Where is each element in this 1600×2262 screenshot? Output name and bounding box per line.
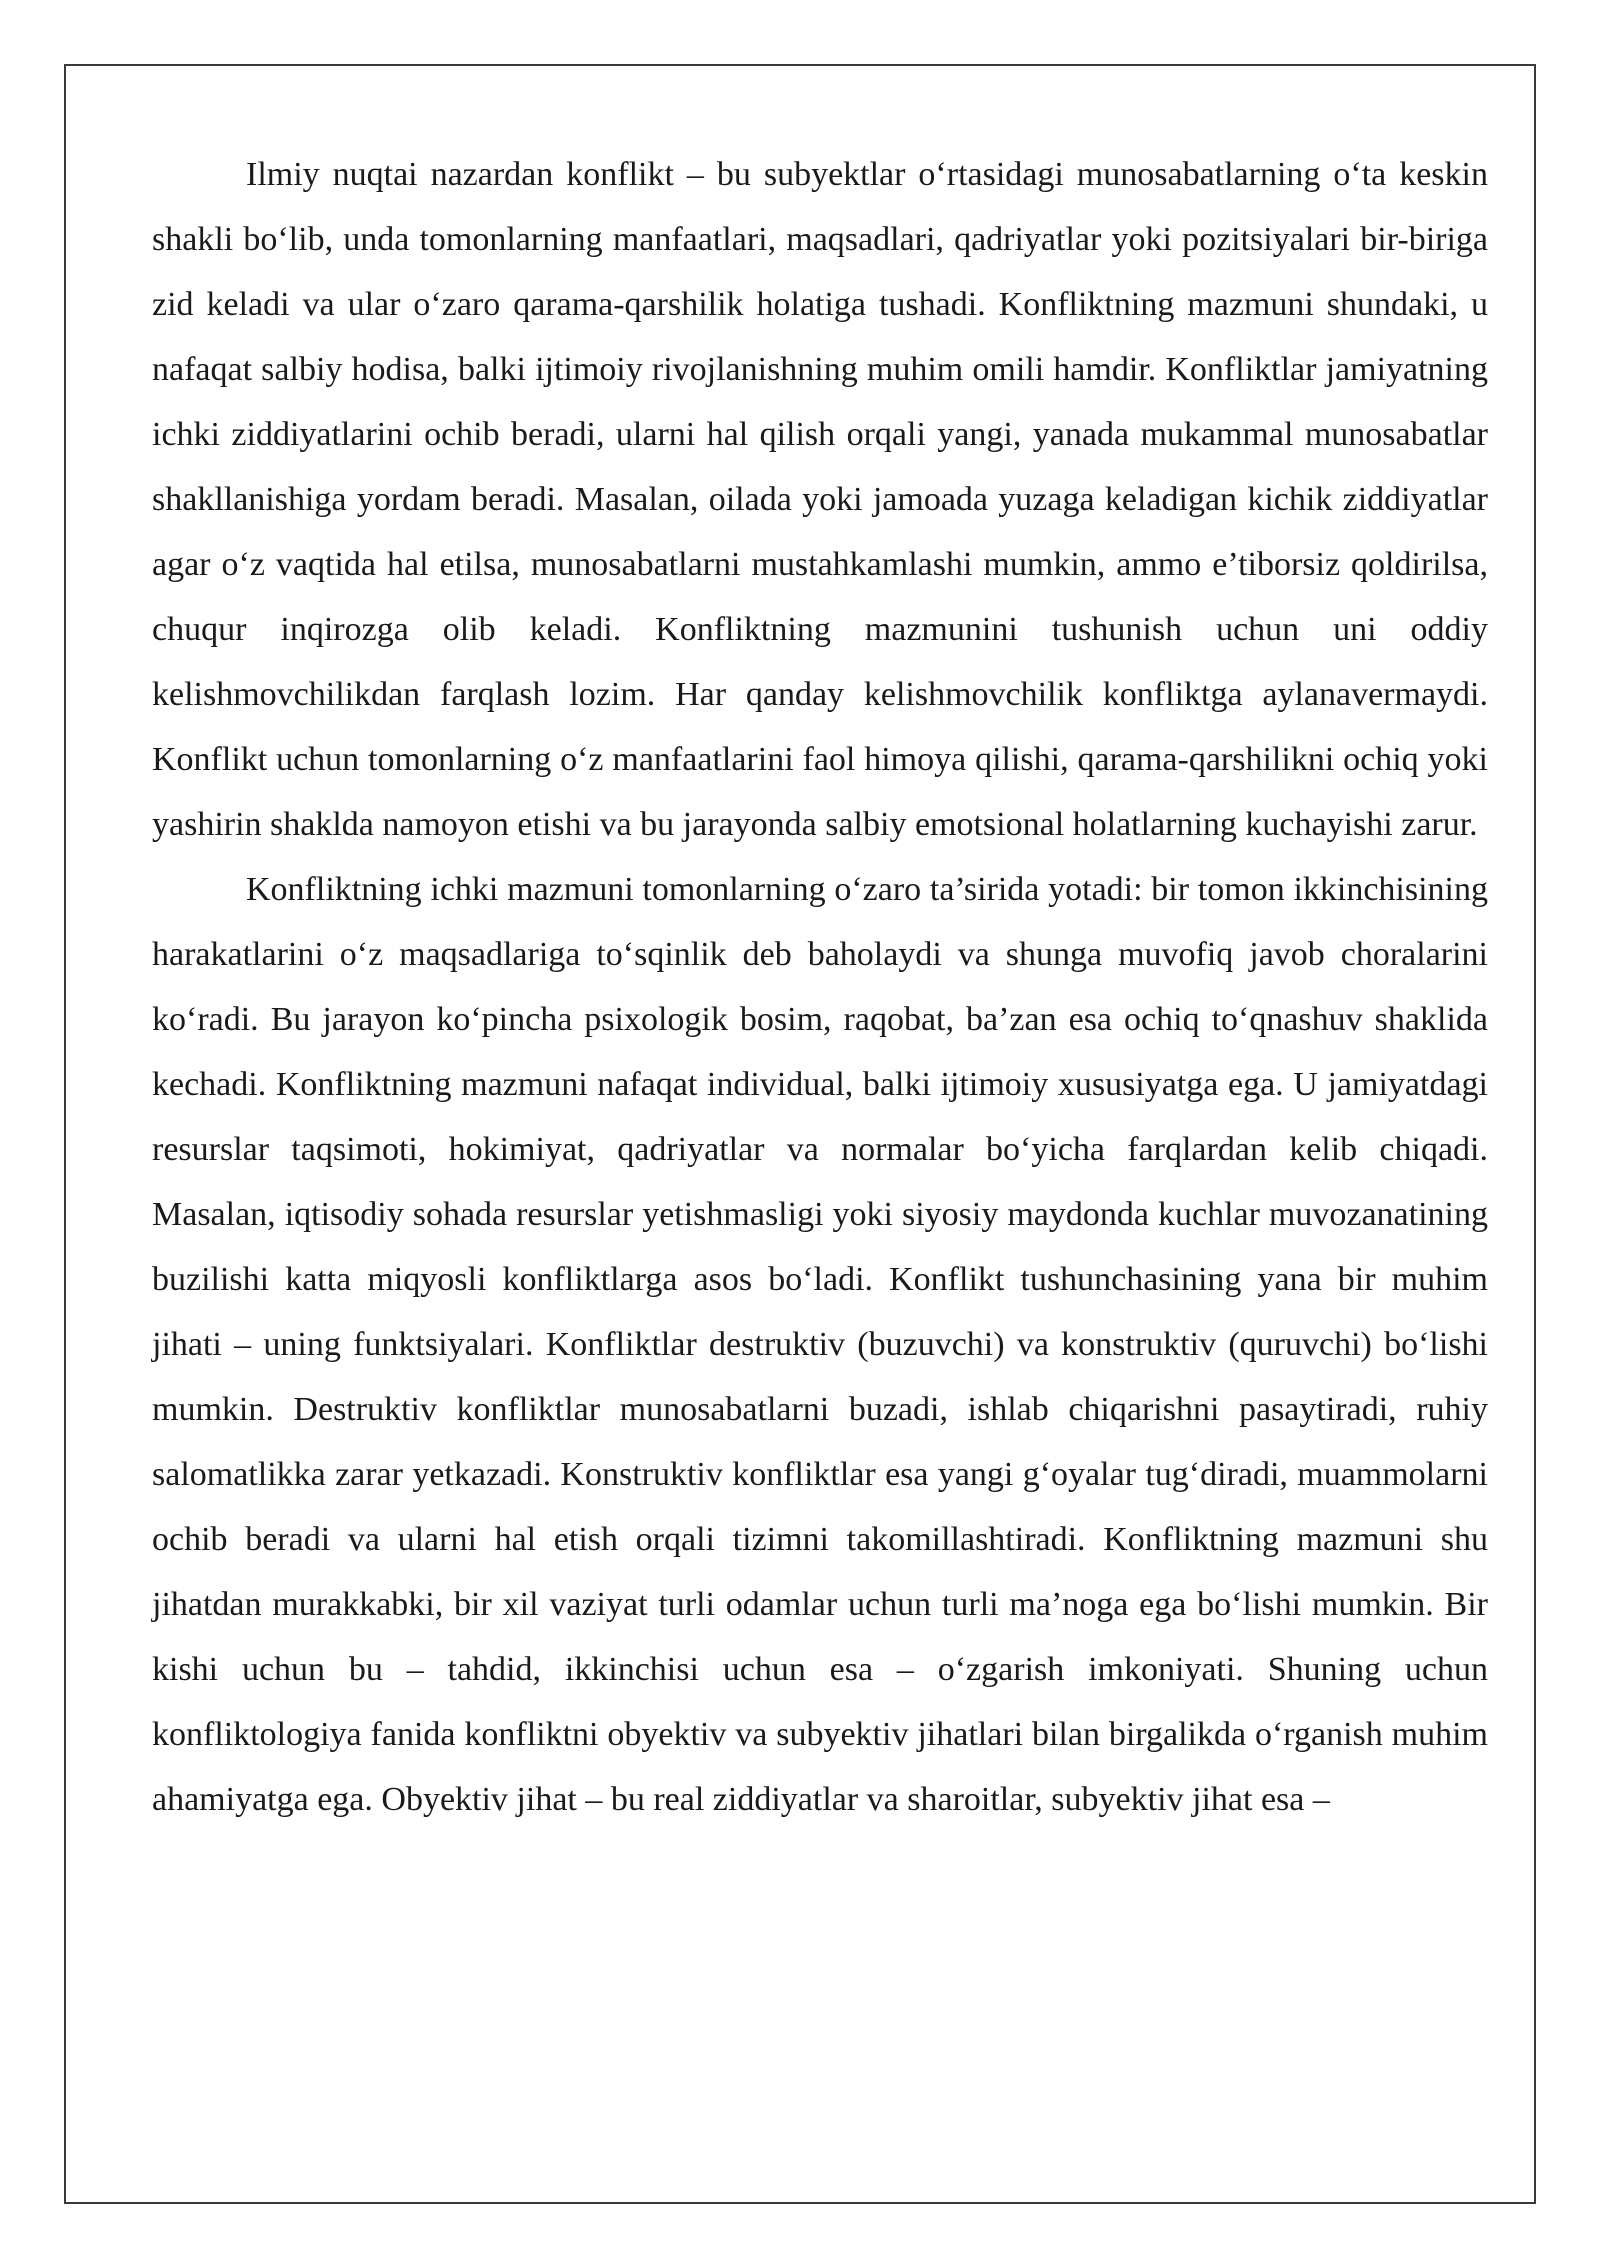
paragraph-2: Konfliktning ichki mazmuni tomonlarning oʻzaro ta’sirida yotadi: bir tomon ikkinchisining harakatlarini oʻz maqsadlariga toʻsqinlik deb baholaydi va shunga muvofiq javob choralarini koʻradi. Bu jarayon koʻpincha psixologik bosim, raqobat, ba’zan esa ochiq toʻqnashuv shaklida kechadi. Konfliktning mazmuni nafaqat individual, balki ijtimoiy xususiyatga ega. U jamiyatdagi resurslar taqsimoti, hokimiyat, qadriyatlar va normalar boʻyicha farqlardan kelib chiqadi. Masalan, iqtisodiy sohada resurslar yetishmasligi yoki siyosiy maydonda kuchlar muvozanatining buzilishi katta miqyosli konfliktlarga asos boʻladi. Konflikt tushunchasining yana bir muhim jihati – uning funktsiyalari. Konfliktlar destruktiv (buzuvchi) va konstruktiv (quruvchi) boʻlishi mumkin. Destruktiv konfliktlar munosabatlarni buzadi, ishlab chiqarishni pasaytiradi, ruhiy salomatlikka zarar yetkazadi. Konstruktiv konfliktlar esa yangi gʻoyalar tugʻdiradi, muammolarni ochib beradi va ularni hal etish orqali tizimni takomillashtiradi. Konfliktning mazmuni shu jihatdan murakkabki, bir xil vaziyat turli odamlar uchun turli ma’noga ega boʻlishi mumkin. Bir kishi uchun bu – tahdid, ikkinchisi uchun esa – oʻzgarish imkoniyati. Shuning uchun konfliktologiya fanida konfliktni obyektiv va subyektiv jihatlari bilan birgalikda oʻrganish muhim ahamiyatga ega. Obyektiv jihat – bu real ziddiyatlar va sharoitlar, subyektiv jihat esa – [152, 871, 1488, 1818]
paragraph-1: Ilmiy nuqtai nazardan konflikt – bu subyektlar oʻrtasidagi munosabatlarning oʻta keskin shakli boʻlib, unda tomonlarning manfaatlari, maqsadlari, qadriyatlar yoki pozitsiyalari bir-biriga zid keladi va ular oʻzaro qarama-qarshilik holatiga tushadi. Konfliktning mazmuni shundaki, u nafaqat salbiy hodisa, balki ijtimoiy rivojlanishning muhim omili hamdir. Konfliktlar jamiyatning ichki ziddiyatlarini ochib beradi, ularni hal qilish orqali yangi, yanada mukammal munosabatlar shakllanishiga yordam beradi. Masalan, oilada yoki jamoada yuzaga keladigan kichik ziddiyatlar agar oʻz vaqtida hal etilsa, munosabatlarni mustahkamlashi mumkin, ammo e’tiborsiz qoldirilsa, chuqur inqirozga olib keladi. Konfliktning mazmunini tushunish uchun uni oddiy kelishmovchilikdan farqlash lozim. Har qanday kelishmovchilik konfliktga aylanavermaydi. Konflikt uchun tomonlarning oʻz manfaatlarini faol himoya qilishi, qarama-qarshilikni ochiq yoki yashirin shaklda namoyon etishi va bu jarayonda salbiy emotsional holatlarning kuchayishi zarur. [152, 156, 1488, 843]
document-body [152, 142, 1488, 1832]
